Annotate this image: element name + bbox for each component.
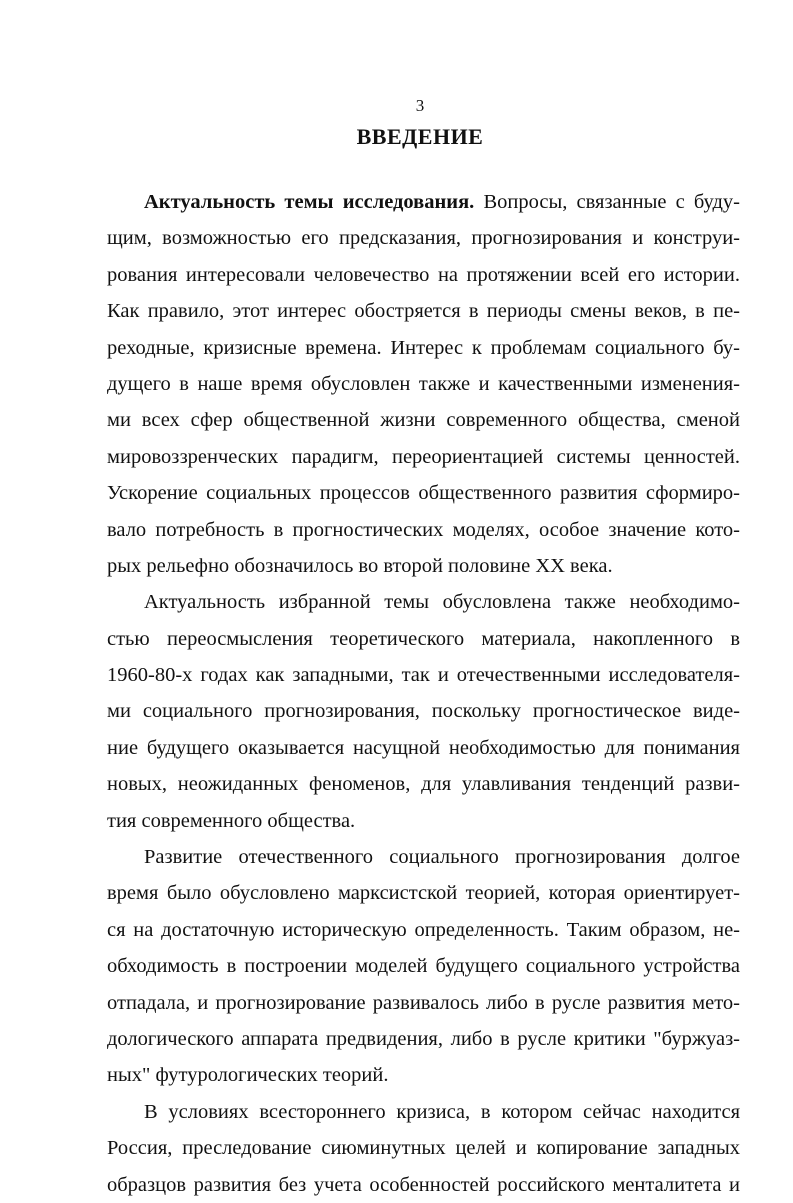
text-line: ных" футурологических теорий. [107, 1064, 389, 1087]
text-line: вало потребность в прогностических моделях, особое значение кото- [107, 518, 740, 541]
text-line: ми социального прогнозирования, поскольку прогностическое виде- [107, 700, 740, 723]
text-line: дологического аппарата предвидения, либо в русле критики "буржуаз- [107, 1027, 740, 1050]
text-line: тия современного общества. [107, 809, 356, 832]
text-line: время было обусловлено марксистской теорией, которая ориентирует- [107, 882, 740, 905]
paragraph-crisis [107, 1094, 740, 1203]
text-line: щим, возможностью его предсказания, прогнозирования и конструи- [107, 227, 740, 250]
text-line-rest: Вопросы, связанные с буду- [474, 191, 740, 213]
text-line: новых, неожиданных феноменов, для улавливания тенденций разви- [107, 773, 740, 796]
text-line: обходимость в построении моделей будущего социального устройства [107, 955, 740, 978]
text-line: стью переосмысления теоретического материала, накопленного в [107, 627, 740, 650]
paragraph-rethinking [107, 584, 740, 839]
page-number: 3 [415, 96, 425, 115]
paragraph-domestic-forecasting [107, 839, 740, 1094]
text-line: Россия, преследование сиюминутных целей и копирование западных [107, 1137, 740, 1160]
text-line: рования интересовали человечество на протяжении всей его истории. [107, 263, 740, 286]
text-line: отпадала, и прогнозирование развивалось либо в русле развития мето- [107, 991, 740, 1014]
text-line: реходные, кризисные времена. Интерес к проблемам социального бу- [107, 336, 740, 359]
body-text [107, 184, 740, 1203]
text-line: образцов развития без учета особенностей российского менталитета и [107, 1173, 740, 1196]
paragraph-lead: Актуальность темы исследования. [144, 191, 475, 213]
text-line: Актуальность избранной темы обусловлена также необходимо- [144, 591, 740, 614]
text-line: рых рельефно обозначилось во второй половине XX века. [107, 554, 613, 577]
text-line: дущего в наше время обусловлен также и качественными изменения- [107, 372, 740, 395]
text-line [107, 184, 740, 220]
text-line: ся на достаточную историческую определенность. Таким образом, не- [107, 918, 740, 941]
section-heading: ВВЕДЕНИЕ [356, 124, 484, 149]
text-line: Развитие отечественного социального прогнозирования долгое [144, 846, 740, 869]
text-line: Как правило, этот интерес обостряется в периоды смены веков, в пе- [107, 300, 740, 323]
text-line: Ускорение социальных процессов общественного развития сформиро- [107, 482, 740, 505]
text-line: ние будущего оказывается насущной необходимостью для понимания [107, 736, 740, 759]
paragraph-relevance [107, 184, 740, 584]
text-line: ми всех сфер общественной жизни современного общества, сменой [107, 409, 740, 432]
text-line: В условиях всестороннего кризиса, в котором сейчас находится [144, 1100, 740, 1123]
text-line: мировоззренческих парадигм, переориентацией системы ценностей. [107, 445, 740, 468]
text-line: 1960-80-х годах как западными, так и отечественными исследователя- [107, 664, 740, 687]
